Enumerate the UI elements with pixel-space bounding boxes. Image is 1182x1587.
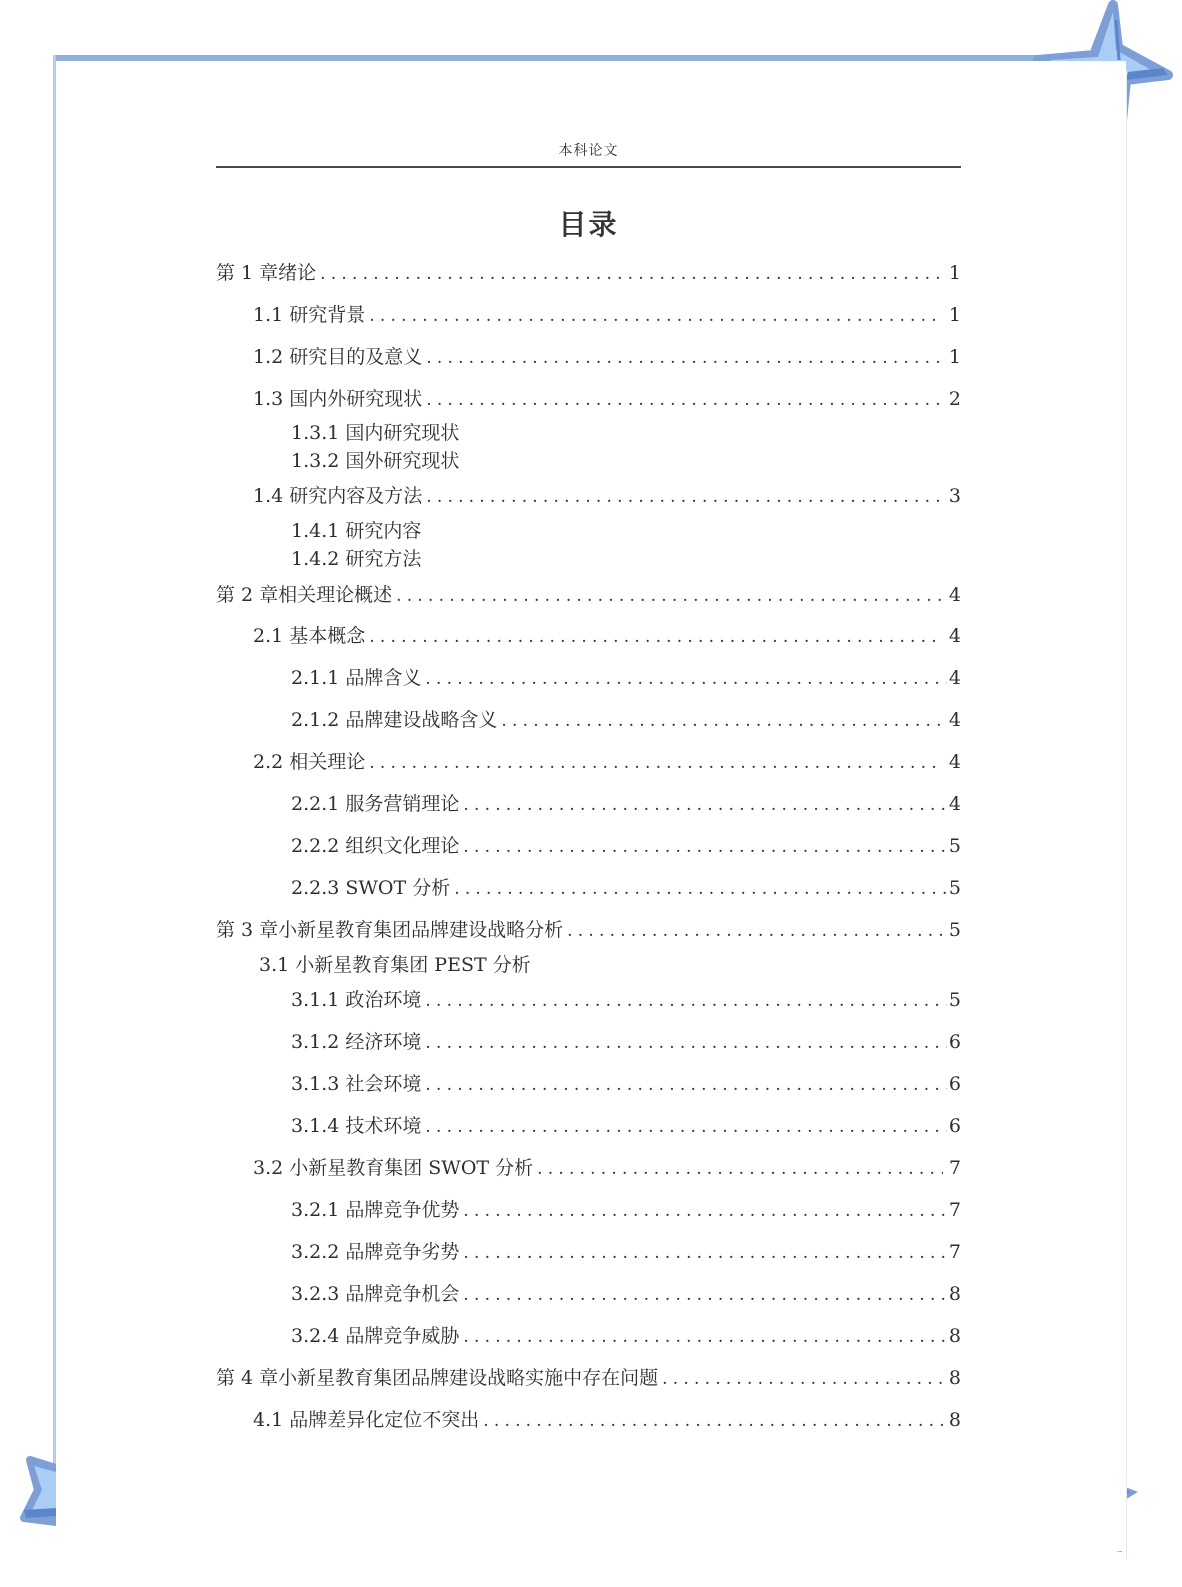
toc-entry-label: 2.2.2 组织文化理论 (291, 835, 460, 857)
toc-entry-level-2[interactable] (216, 301, 961, 329)
toc-title: 目录 (558, 208, 619, 241)
toc-entry-label: 2.1 基本概念 (253, 625, 366, 647)
toc-entry-level-3[interactable] (216, 706, 961, 734)
toc-entry-level-3[interactable] (216, 419, 961, 447)
toc-entry-label: 1.3.1 国内研究现状 (291, 422, 460, 444)
toc-leader-dots (454, 875, 947, 903)
toc-entry-level-3[interactable] (216, 874, 961, 902)
toc-entry-label: 1.3.2 国外研究现状 (291, 450, 460, 472)
toc-entry-level-3[interactable] (216, 1028, 961, 1056)
toc-entry-label: 3.1.4 技术环境 (291, 1115, 422, 1137)
toc-leader-dots (425, 1113, 947, 1141)
toc-entry-label: 3.2.2 品牌竞争劣势 (291, 1241, 460, 1263)
toc-entry-page-number: 4 (948, 584, 961, 606)
toc-entry-page-number: 5 (948, 835, 961, 857)
toc-leader-dots (501, 707, 947, 735)
toc-entry-level-3[interactable] (216, 1322, 961, 1350)
toc-entry-level-2[interactable] (216, 622, 961, 650)
toc-leader-dots (425, 987, 947, 1015)
toc-entry-label: 第 4 章小新星教育集团品牌建设战略实施中存在问题 (216, 1367, 659, 1389)
toc-entry-page-number: 8 (948, 1283, 961, 1305)
toc-entry-level-3[interactable] (216, 986, 961, 1014)
toc-entry-page-number: 3 (948, 485, 961, 507)
toc-entry-page-number: 8 (948, 1409, 961, 1431)
toc-leader-dots (463, 833, 947, 861)
toc-entry-page-number: 4 (948, 709, 961, 731)
toc-entry-page-number: 1 (948, 262, 961, 284)
toc-entry-page-number: 7 (948, 1157, 961, 1179)
toc-entry-label: 2.1.2 品牌建设战略含义 (291, 709, 498, 731)
toc-entry-level-3[interactable] (216, 664, 961, 692)
toc-entry-label: 3.1.2 经济环境 (291, 1031, 422, 1053)
toc-entry-page-number: 5 (948, 877, 961, 899)
toc-leader-dots (537, 1155, 943, 1183)
running-header: 本科论文 (558, 143, 619, 159)
toc-entry-level-2[interactable] (216, 482, 961, 510)
toc-entry-level-3[interactable] (216, 1196, 961, 1224)
toc-leader-dots (463, 1197, 947, 1225)
toc-entry-level-2[interactable] (216, 1406, 961, 1434)
toc-leader-dots (463, 1323, 947, 1351)
toc-entry-page-number: 1 (948, 304, 961, 326)
toc-entry-level-2[interactable] (216, 385, 961, 413)
toc-entry-level-1[interactable] (216, 1364, 961, 1392)
toc-entry-level-1[interactable] (216, 581, 961, 609)
toc-entry-page-number: 2 (948, 388, 961, 410)
toc-leader-dots (463, 1239, 947, 1267)
toc-entry-page-number: 1 (948, 346, 961, 368)
toc-entry-page-number: 6 (948, 1115, 961, 1137)
toc-entry-label: 3.1.1 政治环境 (291, 989, 422, 1011)
toc-entry-level-3[interactable] (216, 1112, 961, 1140)
toc-entry-page-number: 5 (948, 919, 961, 941)
toc-entry-label: 3.1.3 社会环境 (291, 1073, 422, 1095)
toc-entry-level-3[interactable] (216, 447, 961, 475)
toc-entry-label: 1.4.1 研究内容 (291, 520, 422, 542)
toc-entry-level-1[interactable] (216, 259, 961, 287)
toc-entry-level-3[interactable] (216, 790, 961, 818)
toc-entry-page-number: 7 (948, 1241, 961, 1263)
toc-entry-level-2[interactable] (216, 343, 961, 371)
toc-entry-level-3[interactable] (216, 1238, 961, 1266)
toc-entry-label: 2.2.1 服务营销理论 (291, 793, 460, 815)
toc-leader-dots (369, 623, 943, 651)
toc-entry-label: 第 2 章相关理论概述 (216, 584, 393, 606)
toc-leader-dots (369, 749, 943, 777)
header-rule-divider (216, 166, 961, 168)
toc-leader-dots (426, 344, 943, 372)
toc-entry-label: 2.2.3 SWOT 分析 (291, 877, 451, 899)
toc-entry-page-number: 4 (948, 751, 961, 773)
toc-entry-level-3[interactable] (216, 545, 961, 573)
toc-entry-label: 1.4.2 研究方法 (291, 548, 422, 570)
toc-leader-dots (425, 1071, 947, 1099)
toc-leader-dots (567, 917, 943, 945)
toc-entry-level-2[interactable] (216, 951, 961, 979)
toc-entry-level-3[interactable] (216, 1070, 961, 1098)
toc-entry-label: 3.1 小新星教育集团 PEST 分析 (259, 954, 531, 976)
toc-leader-dots (425, 1029, 947, 1057)
toc-leader-dots (426, 386, 943, 414)
toc-entry-label: 2.1.1 品牌含义 (291, 667, 422, 689)
toc-entry-page-number: 8 (948, 1325, 961, 1347)
toc-entry-page-number: 8 (948, 1367, 961, 1389)
toc-entry-page-number: 4 (948, 667, 961, 689)
toc-entry-page-number: 4 (948, 625, 961, 647)
toc-entry-label: 4.1 品牌差异化定位不突出 (253, 1409, 480, 1431)
toc-entry-label: 3.2.4 品牌竞争威胁 (291, 1325, 460, 1347)
toc-leader-dots (320, 260, 943, 288)
page-frame-right-border (1126, 70, 1127, 1560)
toc-entry-level-3[interactable] (216, 1280, 961, 1308)
toc-entry-label: 1.1 研究背景 (253, 304, 366, 326)
toc-entry-page-number: 4 (948, 793, 961, 815)
toc-entry-label: 1.4 研究内容及方法 (253, 485, 423, 507)
toc-entry-label: 3.2 小新星教育集团 SWOT 分析 (253, 1157, 534, 1179)
toc-entry-level-2[interactable] (216, 748, 961, 776)
toc-entry-label: 第 3 章小新星教育集团品牌建设战略分析 (216, 919, 564, 941)
toc-entry-page-number: 7 (948, 1199, 961, 1221)
toc-leader-dots (483, 1407, 943, 1435)
toc-entry-level-2[interactable] (216, 1154, 961, 1182)
toc-leader-dots (369, 302, 943, 330)
toc-entry-level-3[interactable] (216, 517, 961, 545)
toc-entry-label: 3.2.1 品牌竞争优势 (291, 1199, 460, 1221)
toc-entry-page-number: 6 (948, 1073, 961, 1095)
toc-leader-dots (463, 1281, 947, 1309)
toc-leader-dots (662, 1365, 943, 1393)
toc-entry-label: 1.3 国内外研究现状 (253, 388, 423, 410)
toc-entry-label: 1.2 研究目的及意义 (253, 346, 423, 368)
toc-entry-label: 第 1 章绪论 (216, 262, 317, 284)
toc-leader-dots (396, 582, 943, 610)
toc-leader-dots (426, 483, 943, 511)
toc-entry-label: 3.2.3 品牌竞争机会 (291, 1283, 460, 1305)
toc-entry-label: 2.2 相关理论 (253, 751, 366, 773)
toc-entry-level-3[interactable] (216, 832, 961, 860)
star-decoration-icon (8, 1450, 56, 1530)
toc-entry-page-number: 6 (948, 1031, 961, 1053)
toc-entry-level-1[interactable] (216, 916, 961, 944)
toc-leader-dots (463, 791, 947, 819)
toc-entry-page-number: 5 (948, 989, 961, 1011)
toc-leader-dots (425, 665, 947, 693)
